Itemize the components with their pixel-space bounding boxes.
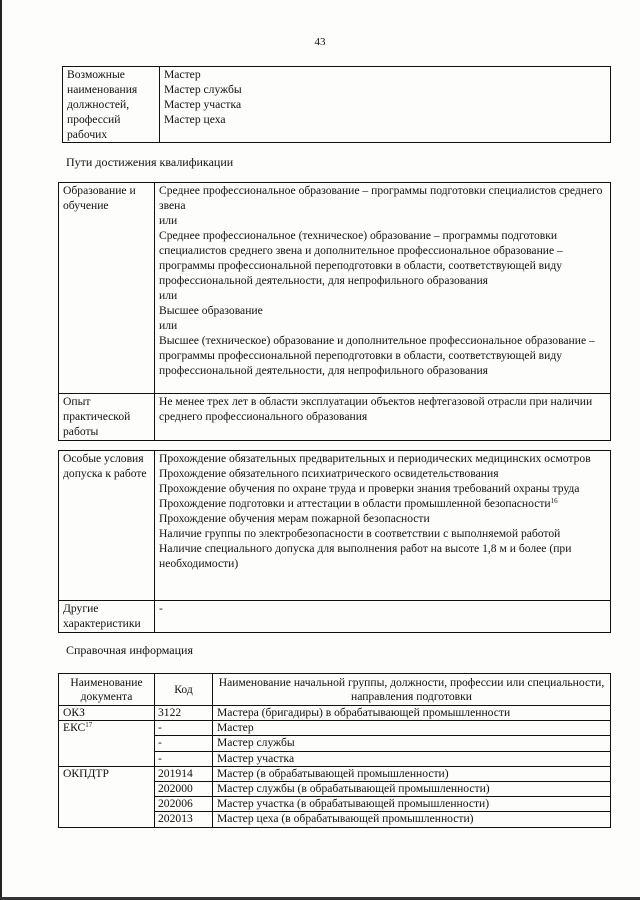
positions-table (62, 66, 611, 143)
doc-cell (59, 721, 155, 767)
education-value (155, 183, 611, 394)
code-cell: - (155, 751, 213, 766)
position-item: Мастер цеха (164, 113, 226, 126)
col-header-name: Наименование начальной группы, должности, профессии или специальности, направления подготовки (213, 674, 611, 706)
education-line: или (159, 289, 178, 302)
education-label: Образование и обучение (59, 183, 155, 394)
qualification-table (58, 182, 611, 441)
name-cell: Мастер службы (в обрабатывающей промышленности) (213, 782, 611, 797)
code-cell: 202006 (155, 797, 213, 812)
doc-cell: ОКПДТР (59, 766, 155, 827)
position-item: Мастер (164, 68, 201, 81)
name-cell: Мастер (213, 721, 611, 736)
code-cell: 202000 (155, 782, 213, 797)
name-cell: Мастера (бригадиры) в обрабатывающей промышленности (213, 706, 611, 721)
admission-value (155, 451, 611, 601)
other-label: Другие характеристики (59, 601, 155, 633)
experience-row (59, 394, 611, 441)
admission-line: Прохождение обязательных предварительных и периодических медицинских осмотров (159, 452, 591, 465)
footnote-marker: 17 (85, 721, 93, 730)
table-row (59, 766, 611, 781)
code-cell: - (155, 736, 213, 751)
admission-line (159, 496, 606, 511)
table-row (59, 706, 611, 721)
doc-name: ЕКС (63, 721, 86, 735)
experience-label: Опыт практической работы (59, 394, 155, 441)
other-value: - (155, 601, 611, 633)
education-line: Высшее образование (159, 304, 263, 317)
admission-table (58, 450, 611, 633)
position-item: Мастер участка (164, 98, 242, 111)
positions-label: Возможные наименования должностей, профессий рабочих (63, 67, 160, 143)
position-item: Мастер службы (164, 83, 242, 96)
admission-line: Прохождение обучения мерам пожарной безопасности (159, 512, 430, 525)
footnote-marker: 16 (550, 497, 558, 505)
education-row (59, 183, 611, 394)
table-row (59, 721, 611, 736)
qualification-title: Пути достижения квалификации (66, 155, 234, 169)
name-cell: Мастер службы (213, 736, 611, 751)
admission-line-text: Прохождение подготовки и аттестации в области промышленной безопасности (159, 497, 551, 510)
education-line: или (159, 319, 178, 332)
reference-table (58, 673, 611, 828)
code-cell: 3122 (155, 706, 213, 721)
col-header-code: Код (155, 674, 213, 706)
col-header-document: Наименование документа (59, 674, 155, 706)
admission-row (59, 451, 611, 601)
education-line: Среднее профессиональное образование – программы подготовки специалистов среднего звена (159, 184, 603, 212)
other-row (59, 601, 611, 633)
scan-edge-left (0, 0, 2, 900)
reference-header-row (59, 674, 611, 706)
education-line: Среднее профессиональное (техническое) образование – программы подготовки специалистов среднего звена и дополнительное профессиональное образование – программы профессиональной переподготовки в области, соответствующей виду профессиональной деятельности, для непрофильного образования (159, 229, 563, 287)
name-cell: Мастер участка (213, 751, 611, 766)
code-cell: 201914 (155, 766, 213, 781)
admission-line: Наличие специального допуска для выполнения работ на высоте 1,8 м и более (при необходимости) (159, 542, 572, 570)
admission-line: Наличие группы по электробезопасности в соответствии с выполняемой работой (159, 527, 561, 540)
code-cell: - (155, 721, 213, 736)
admission-line: Прохождение обязательного психиатрического освидетельствования (159, 467, 499, 480)
admission-label: Особые условия допуска к работе (59, 451, 155, 601)
name-cell: Мастер участка (в обрабатывающей промышленности) (213, 797, 611, 812)
education-line: или (159, 214, 178, 227)
name-cell: Мастер цеха (в обрабатывающей промышленности) (213, 812, 611, 827)
admission-line: Прохождение обучения по охране труда и проверки знания требований охраны труда (159, 482, 580, 495)
page-number: 43 (314, 36, 326, 48)
experience-value: Не менее трех лет в области эксплуатации объектов нефтегазовой отрасли при наличии среднего профессионального образования (155, 394, 611, 441)
name-cell: Мастер (в обрабатывающей промышленности) (213, 766, 611, 781)
positions-values (160, 67, 611, 143)
doc-cell: ОКЗ (59, 706, 155, 721)
code-cell: 202013 (155, 812, 213, 827)
reference-title: Справочная информация (66, 643, 193, 657)
positions-row (63, 67, 611, 143)
education-line: Высшее (техническое) образование и дополнительное профессиональное образование – программы профессиональной переподготовки в области, соответствующей виду профессиональной деятельности, для непрофильного образования (159, 334, 595, 377)
